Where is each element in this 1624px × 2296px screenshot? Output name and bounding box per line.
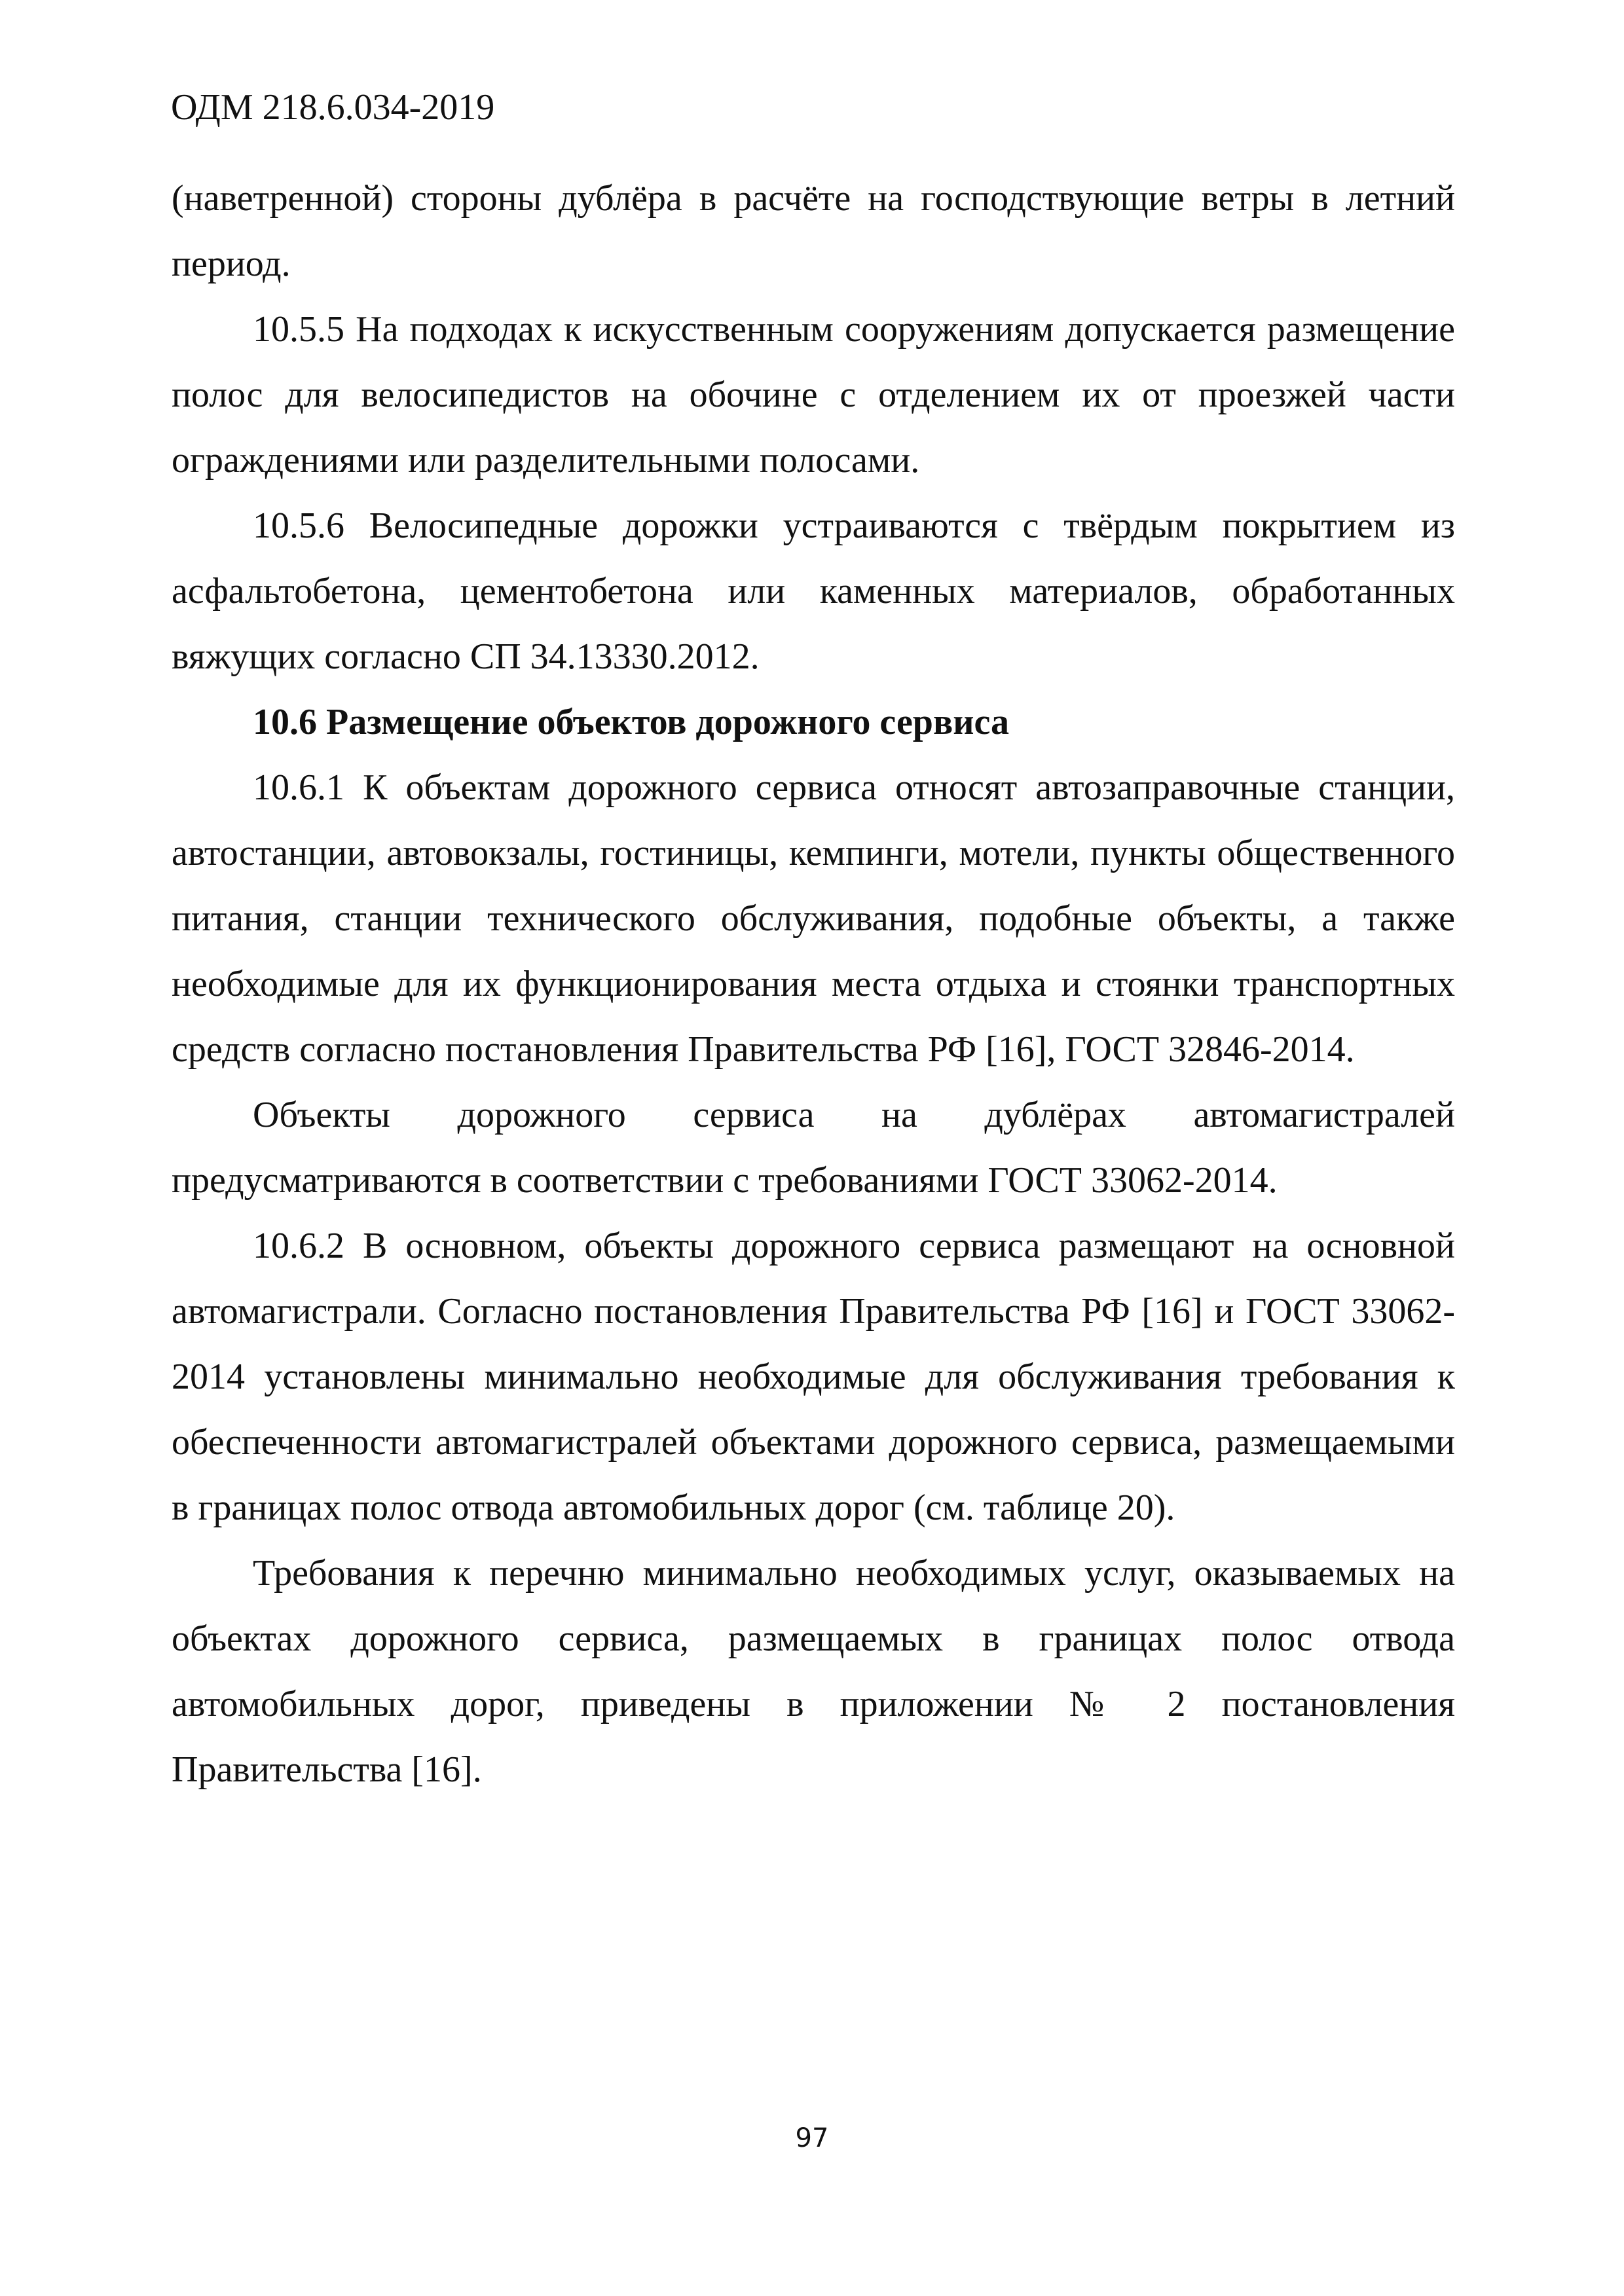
paragraph-continuation: (наветренной) стороны дублёра в расчёте на господствующие ветры в летний период. [172,178,1455,284]
section-heading-10-6: 10.6 Размещение объектов дорожного сервиса [253,702,1009,742]
document-code-header: ОДМ 218.6.034-2019 [171,87,495,128]
paragraph-10-5-6: 10.5.6 Велосипедные дорожки устраиваются с твёрдым покрытием из асфальтобетона, цементобетона или каменных материалов, обработанных вяжущих согласно СП 34.13330.2012. [172,505,1455,677]
page-number: 97 [795,2123,829,2153]
paragraph-doublers: Объекты дорожного сервиса на дублёрах автомагистралей предусматриваются в соответствии с требованиями ГОСТ 33062-2014. [172,1095,1455,1201]
document-body [172,166,1455,1802]
paragraph-10-5-5: 10.5.5 На подходах к искусственным сооружениям допускается размещение полос для велосипедистов на обочине с отделением их от проезжей части ограждениями или разделительными полосами. [172,309,1455,481]
paragraph-10-6-1: 10.6.1 К объектам дорожного сервиса относят автозаправочные станции, автостанции, автовокзалы, гостиницы, кемпинги, мотели, пункты общественного питания, станции технического обслуживания, подобные объекты, а также необходимые для их функционирования места отдыха и стоянки транспортных средств согласно постановления Правительства РФ [16], ГОСТ 32846-2014. [172,767,1455,1070]
paragraph-requirements: Требования к перечню минимально необходимых услуг, оказываемых на объектах дорожного сервиса, размещаемых в границах полос отвода автомобильных дорог, приведены в приложении № 2 постановления Правительства [16]. [172,1553,1455,1790]
paragraph-10-6-2: 10.6.2 В основном, объекты дорожного сервиса размещают на основной автомагистрали. Согласно постановления Правительства РФ [16] и ГОСТ 33062-2014 установлены минимально необходимые для обслуживания требования к обеспеченности автомагистралей объектами дорожного сервиса, размещаемыми в границах полос отвода автомобильных дорог (см. таблице 20). [172,1226,1455,1528]
